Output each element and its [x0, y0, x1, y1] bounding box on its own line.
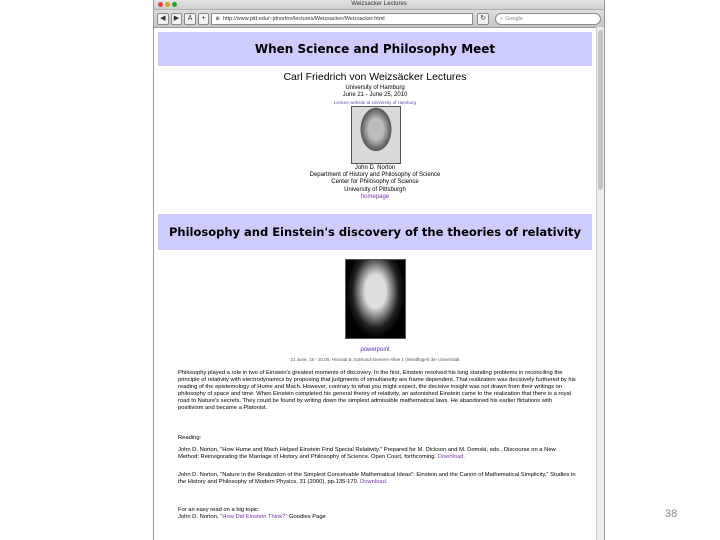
- toolbar: [154, 10, 604, 28]
- reference-2-download-link[interactable]: Download.: [360, 479, 388, 486]
- reload-icon[interactable]: ↻: [477, 13, 489, 25]
- search-placeholder: Google: [505, 15, 523, 22]
- search-icon: ⌕: [499, 15, 504, 22]
- powerpoint-link[interactable]: powerpoint: [360, 347, 390, 353]
- lecture-site-link[interactable]: Lecture website at University of Hamburg: [333, 100, 417, 106]
- abstract-paragraph: Philosophy played a role in two of Einstein's greatest moments of discovery. In the first, Einstein resolved his long standing problems in reconciling the principle of relativity with electrodynamics by proposing that judgments of simultaneity are frame dependent. That realization was decisively furthered by his reading of the epistemology of Hume and Mach. However, contrary to what you might expect, the decisive insight was not drawn from their writings on philosophy of space and time. When Einstein completed his general theory of relativity, an astonished Einstein came to the realization that there is a royal road to Nature's secrets. They could be found by writing down the simplest admissible mathematical laws. He abandoned his earlier flirtations with positivism and became a Platonist.: [178, 370, 576, 412]
- easy-read-label: For an easy read on a big topic:: [178, 507, 260, 513]
- reference-2-text: John D. Norton, "Nature in the Realization of the Simplest Conceivable Mathematical Ideas": Einstein and the Canon of Mathematical Simplicity," Studies in the History and Philosophy of Modern Physics, 31 (2000), pp.135-170.: [178, 472, 576, 486]
- author-photo: [351, 106, 401, 164]
- minimize-icon[interactable]: [165, 2, 170, 7]
- homepage-link[interactable]: homepage: [360, 193, 390, 200]
- title-bar: [154, 0, 604, 10]
- url-text: http://www.pitt.edu/~jdnorton/lectures/Weizsacker/Weizsacker.html: [222, 15, 385, 22]
- lecture-university: University of Hamburg: [345, 85, 405, 91]
- einstein-photo: [345, 259, 406, 339]
- author-dept: Department of History and Philosophy of Science: [309, 172, 441, 179]
- back-button[interactable]: ◀: [157, 13, 169, 25]
- reference-1-download-link[interactable]: Download.: [437, 454, 466, 461]
- author-univ: University of Pittsburgh: [344, 186, 406, 193]
- add-bookmark-button[interactable]: +: [198, 13, 210, 25]
- author-center: Center for Philosophy of Science: [331, 179, 419, 186]
- page-content: [154, 27, 596, 540]
- reference-2: [178, 472, 578, 486]
- vertical-scrollbar[interactable]: [596, 27, 604, 540]
- search-field[interactable]: [495, 13, 601, 25]
- forward-button[interactable]: ▶: [171, 13, 183, 25]
- easy-read: [178, 507, 578, 521]
- lecture-time-place: 21 June, 18 - 20.00, Hörsaal B, Edmund-Siemers-Allee 1 (Westflügel) der Universität: [290, 357, 460, 362]
- address-bar[interactable]: [211, 13, 473, 25]
- browser-window: [153, 0, 605, 540]
- main-banner: When Science and Philosophy Meet: [158, 32, 592, 66]
- site-icon: ⊕: [215, 15, 220, 22]
- author-info: [154, 165, 596, 201]
- reading-label: Reading:: [178, 435, 202, 441]
- lecture-info: [154, 85, 596, 107]
- easy-read-author: John D. Norton,: [178, 514, 219, 521]
- window-title: Weizsacker Lectures: [351, 1, 407, 7]
- close-icon[interactable]: [158, 2, 163, 7]
- slide-number: 38: [665, 508, 678, 520]
- reference-1: [178, 447, 578, 461]
- lecture-dates: June 21 - June 25, 2010: [342, 92, 408, 99]
- text-size-button[interactable]: A: [184, 13, 196, 25]
- lecture-title: Carl Friedrich von Weizsäcker Lectures: [283, 71, 467, 83]
- easy-read-link[interactable]: "How Did Einstein Think?": [220, 514, 288, 521]
- easy-read-suffix: Goodies Page: [289, 514, 326, 521]
- author-name: John D. Norton: [354, 165, 396, 171]
- topic-banner: Philosophy and Einstein's discovery of the theories of relativity: [158, 214, 592, 250]
- window-controls: [158, 2, 177, 7]
- reference-1-text: John D. Norton, "How Hume and Mach Helped Einstein Find Special Relativity." Prepared for M. Dickson and M. Domski, eds., Discourse on a New Method: Reinvigorating the Marriage of History and Philosophy of Science. Open Court, forthcoming.: [178, 447, 556, 461]
- zoom-icon[interactable]: [172, 2, 177, 7]
- scroll-thumb[interactable]: [598, 30, 603, 190]
